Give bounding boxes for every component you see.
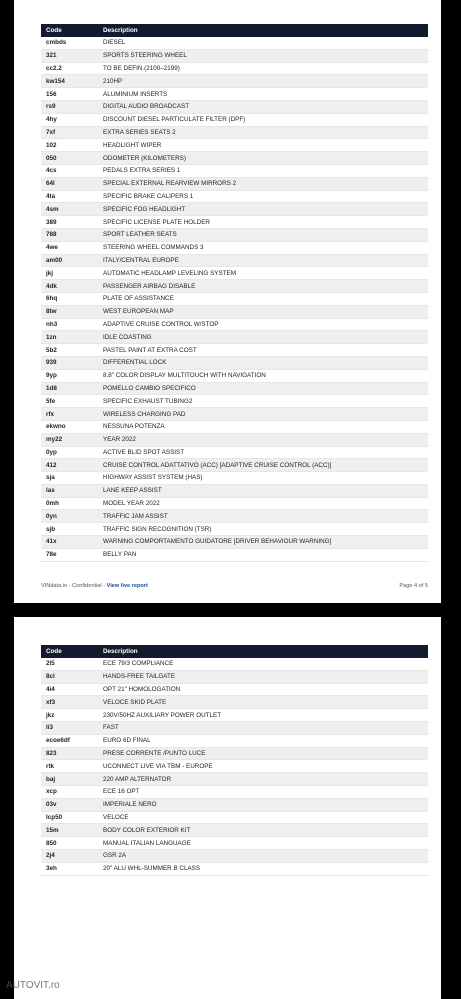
option-code: jkz [41,709,98,722]
option-description: DIGITAL AUDIO BROADCAST [98,100,428,113]
option-code: 41x [41,536,98,549]
table-row [41,100,428,113]
table-row [41,37,428,49]
option-code: 8tw [41,305,98,318]
option-code: 2j4 [41,849,98,862]
option-description: ECE 79/3 COMPLIANCE [98,658,428,670]
table-row [41,177,428,190]
option-code: 2l5 [41,658,98,670]
option-description: TRAFFIC JAM ASSIST [98,510,428,523]
option-description: POMELLO CAMBIO SPECIFICO [98,382,428,395]
option-description: ITALY/CENTRAL EUROPE [98,254,428,267]
option-code: ecoe6df [41,734,98,747]
table-row [41,216,428,229]
option-description: SPORTS STEERING WHEEL [98,49,428,62]
table-row [41,331,428,344]
option-code: 64l [41,177,98,190]
header-code: Code [41,24,98,37]
option-code: 850 [41,837,98,850]
option-code: jkj [41,267,98,280]
table-row [41,292,428,305]
table-row [41,696,428,709]
option-code: nh3 [41,318,98,331]
option-code: 78e [41,548,98,561]
table-header-row [41,24,428,37]
table-row [41,241,428,254]
option-code: cc2.2 [41,62,98,75]
option-description: 220 AMP ALTERNATOR [98,773,428,786]
table-row [41,548,428,561]
table-row [41,75,428,88]
option-description: OPT 21" HOMOLOGATION [98,683,428,696]
option-description: HIGHWAY ASSIST SYSTEM (HAS) [98,472,428,485]
table-row [41,658,428,670]
option-code: 8cl [41,670,98,683]
option-code: 5b2 [41,344,98,357]
table-row [41,773,428,786]
table-row [41,420,428,433]
option-code: cmbds [41,37,98,49]
header-code: Code [41,645,98,658]
option-description: IMPERIALE NERO [98,798,428,811]
table-row [41,152,428,165]
option-code: 5fe [41,395,98,408]
table-row [41,267,428,280]
option-description: DISCOUNT DIESEL PARTICULATE FILTER (DPF) [98,113,428,126]
report-page-5 [14,617,441,999]
option-code: 050 [41,152,98,165]
view-live-report-link[interactable]: View live report [106,583,148,589]
option-code: 1zn [41,331,98,344]
table-row [41,536,428,549]
header-description: Description [98,24,428,37]
option-code: 3eh [41,862,98,875]
option-description: BODY COLOR EXTERIOR KIT [98,824,428,837]
option-description: WEST EUROPEAN MAP [98,305,428,318]
option-code: 6hq [41,292,98,305]
option-code: 823 [41,747,98,760]
option-description: MANUAL ITALIAN LANGUAGE [98,837,428,850]
option-description: WARNING COMPORTAMENTO GUIDATORE [DRIVER BEHAVIOUR WARNING] [98,536,428,549]
table-row [41,139,428,152]
option-code: li3 [41,721,98,734]
option-code: 1d8 [41,382,98,395]
option-code: 4hy [41,113,98,126]
footer-left [41,583,148,589]
option-description: 210HP [98,75,428,88]
option-description: LANE KEEP ASSIST [98,484,428,497]
option-code: 4ta [41,190,98,203]
option-code: 4sm [41,203,98,216]
autovit-watermark: AUTOVIT.ro [6,980,60,991]
option-description: PRESE CORRENTE /PUNTO LUCE [98,747,428,760]
table-row [41,62,428,75]
option-description: EURO 6D FINAL [98,734,428,747]
table-row [41,88,428,101]
option-code: kw154 [41,75,98,88]
option-description: HANDS-FREE TAILGATE [98,670,428,683]
table-row [41,497,428,510]
table-row [41,254,428,267]
table-row [41,760,428,773]
table-header-row [41,645,428,658]
option-description: SPORT LEATHER SEATS [98,228,428,241]
option-code: 9yp [41,369,98,382]
option-description: TRAFFIC SIGN RECOGNITION (TSR) [98,523,428,536]
option-code: 0mh [41,497,98,510]
option-description: HEADLIGHT WIPER [98,139,428,152]
option-code: 0yp [41,446,98,459]
table-row [41,798,428,811]
table-row [41,382,428,395]
options-table [41,24,428,562]
option-description: SPECIFIC LICENSE PLATE HOLDER [98,216,428,229]
option-description: 8.8" COLOR DISPLAY MULTITOUCH WITH NAVIGATION [98,369,428,382]
option-description: ACTIVE BLID SPOT ASSIST [98,446,428,459]
option-code: 7xf [41,126,98,139]
option-description: SPECIFIC FOG HEADLIGHT [98,203,428,216]
table-row [41,811,428,824]
table-row [41,510,428,523]
table-row [41,721,428,734]
option-code: lcp50 [41,811,98,824]
option-code: am00 [41,254,98,267]
option-code: las [41,484,98,497]
table-row [41,344,428,357]
table-row [41,433,428,446]
option-description: ALUMINIUM INSERTS [98,88,428,101]
table-row [41,523,428,536]
option-description: PLATE OF ASSISTANCE [98,292,428,305]
table-row [41,824,428,837]
table-row [41,280,428,293]
table-row [41,126,428,139]
option-description: IDLE COASTING [98,331,428,344]
option-description: NESSUNA POTENZA [98,420,428,433]
option-description: YEAR 2022 [98,433,428,446]
header-description: Description [98,645,428,658]
table-row [41,369,428,382]
table-row [41,459,428,472]
option-code: ekwno [41,420,98,433]
option-code: 4i4 [41,683,98,696]
option-code: 939 [41,356,98,369]
table-row [41,862,428,875]
table-row [41,395,428,408]
table-row [41,670,428,683]
table-row [41,785,428,798]
option-code: xcp [41,785,98,798]
option-code: 0yn [41,510,98,523]
option-description: ADAPTIVE CRUISE CONTROL W/STOP [98,318,428,331]
option-code: sjb [41,523,98,536]
table-row [41,709,428,722]
report-page-4 [14,0,441,603]
option-code: 412 [41,459,98,472]
option-description: BELLY PAN [98,548,428,561]
table-row [41,849,428,862]
option-description: FAST [98,721,428,734]
table-row [41,305,428,318]
option-description: AUTOMATIC HEADLAMP LEVELING SYSTEM [98,267,428,280]
option-code: my22 [41,433,98,446]
option-description: EXTRA SERIES SEATS 2 [98,126,428,139]
options-table [41,645,428,876]
option-code: 03v [41,798,98,811]
option-description: SPECIFIC EXHAUST TUBING2 [98,395,428,408]
table-row [41,164,428,177]
option-code: rtk [41,760,98,773]
option-code: 321 [41,49,98,62]
option-description: SPECIAL EXTERNAL REARVIEW MIRRORS 2 [98,177,428,190]
option-description: 230V/50HZ AUXILIARY POWER OUTLET [98,709,428,722]
table-row [41,356,428,369]
footer-brand: VINdata.io - Confidential - [41,583,107,589]
table-row [41,837,428,850]
table-row [41,408,428,421]
option-code: 4we [41,241,98,254]
option-code: rfx [41,408,98,421]
table-row [41,228,428,241]
table-row [41,734,428,747]
option-code: xf3 [41,696,98,709]
option-description: UCONNECT LIVE VIA TBM - EUROPE [98,760,428,773]
table-row [41,49,428,62]
table-row [41,472,428,485]
option-code: 389 [41,216,98,229]
option-description: PASSENGER AIRBAG DISABLE [98,280,428,293]
option-description: WIRELESS CHARGING PAD [98,408,428,421]
table-row [41,446,428,459]
option-description: ODOMETER (KILOMETERS) [98,152,428,165]
option-description: SPECIFIC BRAKE CALIPERS 1 [98,190,428,203]
option-code: 15m [41,824,98,837]
option-description: DIFFERENTIAL LOCK [98,356,428,369]
option-code: sja [41,472,98,485]
option-description: 20" ALU WHL-SUMMER B CLASS [98,862,428,875]
option-description: TO BE DEFIN.(2100–2199) [98,62,428,75]
option-description: CRUISE CONTROL ADATTATIVO (ACC) [ADAPTIVE CRUISE CONTROL (ACC)] [98,459,428,472]
option-code: 156 [41,88,98,101]
table-row [41,747,428,760]
option-description: VELOCE SKID PLATE [98,696,428,709]
page-number: Page 4 of 5 [399,583,428,589]
option-description: VELOCE [98,811,428,824]
option-description: GSR 2A [98,849,428,862]
table-row [41,190,428,203]
option-description: STEERING WHEEL COMMANDS 3 [98,241,428,254]
table-row [41,683,428,696]
option-code: rs9 [41,100,98,113]
option-code: 4cs [41,164,98,177]
table-row [41,113,428,126]
option-description: DIESEL [98,37,428,49]
option-code: 102 [41,139,98,152]
option-description: ECE 16 OPT [98,785,428,798]
option-code: 788 [41,228,98,241]
option-code: baj [41,773,98,786]
option-description: PEDALS EXTRA SERIES 1 [98,164,428,177]
table-row [41,203,428,216]
option-description: MODEL YEAR 2022 [98,497,428,510]
table-row [41,318,428,331]
option-description: PASTEL PAINT AT EXTRA COST [98,344,428,357]
option-code: 4dk [41,280,98,293]
table-row [41,484,428,497]
